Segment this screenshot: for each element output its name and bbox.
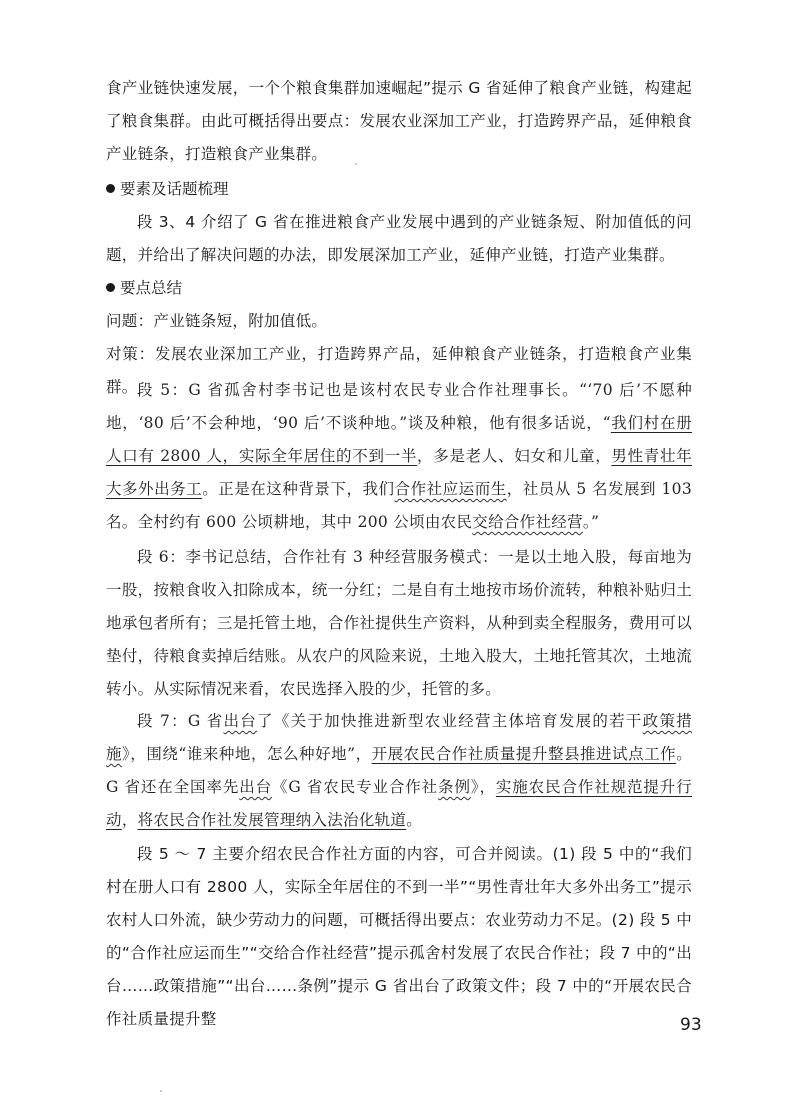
wavy-underlined-phrase: 出台 xyxy=(223,712,258,730)
wavy-underlined-phrase: 合作社应运而生 xyxy=(394,480,507,498)
summary-heading: 要点总结 xyxy=(106,272,182,305)
scan-speck xyxy=(160,1090,162,1092)
bullet-icon xyxy=(106,184,115,193)
case-segment-6: 段 6：李书记总结，合作社有 3 种经营服务模式：一是以土地入股，每亩地为一股，按粮食收入扣除成本，统一分红；二是自有土地按市场价流转，种粮补贴归土地承包者所有；三是托管土地，合作社提供生产资料，从种到卖全程服务，费用可以垫付，待粮食卖掉后结账。从农户的风险来说，土地入股大，土地托管其次，土地流转小。从实际情况来看，农民选择入股的少，托管的多。 xyxy=(106,548,692,698)
case-segment-7: 段 7：G 省出台了《关于加快推进新型农业经营主体培育发展的若干政策措施》，围绕“谁来种地，怎么种好地”，开展农民合作社质量提升整县推进试点工作。G 省还在全国率先出台《G 省农民专业合作社条例》，实施农民合作社规范提升行动，将农民合作社发展管理纳入法治化轨道。 xyxy=(106,712,693,829)
case-segment-5: 段 5：G 省孤舍村李书记也是该村农民专业合作社理事长。“‘70 后’不愿种地，‘80 后’不会种地，‘90 后’不谈种地。”谈及种粮，他有很多话说，“我们村在册人口有 2800 人，实际全年居住的不到一半，多是老人、妇女和儿童，男性青壮年大多外出务工。正是在这种背景下，我们合作社应运而生，社员从 5 名发展到 103 名。全村约有 600 公顷耕地，其中 200 公顷由农民交给合作社经营。” xyxy=(106,381,692,531)
wavy-underlined-phrase: 条例 xyxy=(438,778,471,796)
problem-line: 问题：产业链条短，附加值低。 xyxy=(106,312,328,330)
elements-heading: 要素及话题梳理 xyxy=(106,173,229,206)
analysis-paragraph: 段 5 ～ 7 主要介绍农民合作社方面的内容，可合并阅读。(1) 段 5 中的“我们村在册人口有 2800 人，实际全年居住的不到一半”“男性青壮年大多外出务工”提示农村人口外流，缺少劳动力的问题，可概括得出要点：农业劳动力不足。(2) 段 5 中的“合作社应运而生”“交给合作社经营”提示孤舍村发展了农民合作社；段 7 中的“出台……政策措施”“出台……条例”提示 G 省出台了政策文件；段 7 中的“开展农民合作社质量提升整 xyxy=(106,845,692,1028)
wavy-underlined-phrase: 交给合作社经营 xyxy=(472,513,583,531)
wavy-underlined-phrase: 出台 xyxy=(239,778,273,796)
wavy-underlined-phrase: 政策措施 xyxy=(106,712,693,763)
scan-speck xyxy=(355,163,357,165)
page-number: 93 xyxy=(680,1015,702,1035)
underlined-phrase: 我们村在册人口有 2800 人，实际全年居住的不到一半 xyxy=(106,414,692,465)
underlined-phrase: 开展农民合作社质量提升整县推进试点工作 xyxy=(371,745,677,763)
intro-paragraph: 食产业链快速发展，一个个粮食集群加速崛起”提示 G 省延伸了粮食产业链，构建起了粮食集群。由此可概括得出要点：发展农业深加工产业，打造跨界产品，延伸粮食产业链条，打造粮食产业集群。 xyxy=(106,79,692,163)
measure-line: 对策：发展农业深加工产业，打造跨界产品，延伸粮食产业链条，打造粮食产业集群。 xyxy=(106,345,692,396)
elements-paragraph: 段 3、4 介绍了 G 省在推进粮食产业发展中遇到的产业链条短、附加值低的问题，并给出了解决问题的办法，即发展深加工产业，延伸产业链，打造产业集群。 xyxy=(106,213,692,264)
bullet-icon xyxy=(106,283,115,292)
underlined-phrase: 男性青壮年大多外出务工 xyxy=(106,447,692,498)
underlined-phrase: 将农民合作社发展管理纳入法治化轨道 xyxy=(137,811,407,829)
underlined-phrase: 实施农民合作社规范提升行动 xyxy=(106,778,692,829)
